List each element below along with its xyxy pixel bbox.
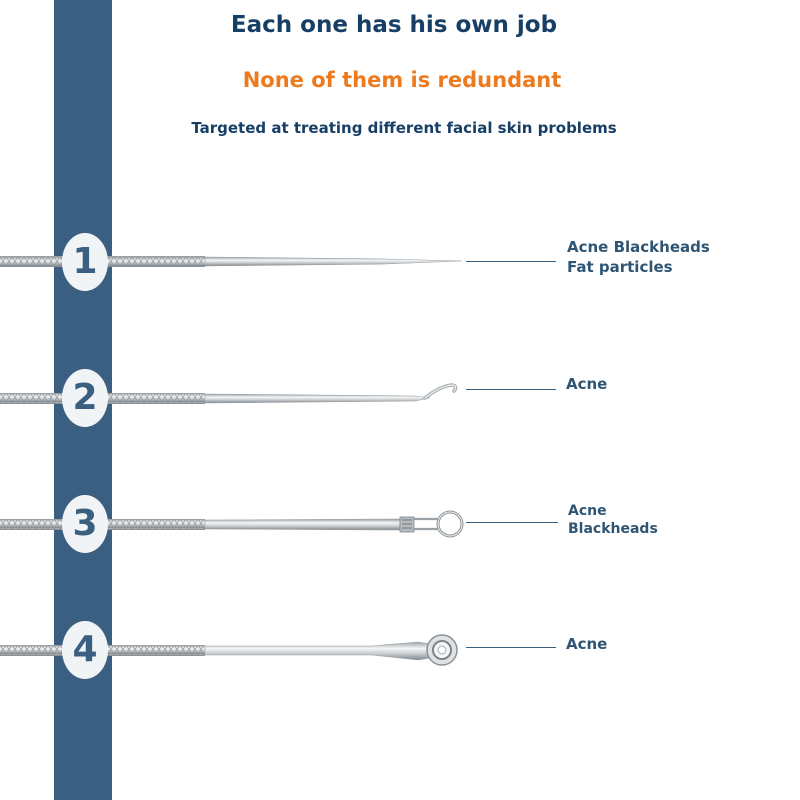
tool-3-label-line-2: Blackheads [568, 521, 658, 537]
tool-4-label-line-1: Acne [566, 635, 608, 653]
tool-1-label [567, 237, 710, 277]
headline-tagline: Targeted at treating different facial skin problems [191, 119, 617, 137]
tool-1-label-line-2: Fat particles [567, 258, 673, 276]
tool-number-badge: 1 [62, 233, 108, 291]
tool-2-label [566, 374, 607, 394]
tool-number-badge: 3 [62, 495, 108, 553]
tool-number-badge: 4 [62, 621, 108, 679]
tool-3-label [568, 502, 658, 538]
tool-row-3 [0, 492, 800, 556]
headline-title: Each one has his own job [230, 12, 558, 38]
leader-line [466, 389, 556, 390]
tool-row-1 [0, 230, 800, 294]
leader-line [466, 522, 558, 523]
tool-4-label [566, 634, 607, 654]
tool-3-label-line-1: Acne [568, 503, 607, 519]
leader-line [466, 261, 556, 262]
tool-number-badge: 2 [62, 369, 108, 427]
headline-subtitle: None of them is redundant [242, 68, 562, 92]
tool-row-2 [0, 366, 800, 430]
tool-1-label-line-1: Acne Blackheads [567, 238, 710, 256]
tool-row-4 [0, 618, 800, 682]
tool-2-label-line-1: Acne [566, 375, 608, 393]
leader-line [466, 647, 556, 648]
